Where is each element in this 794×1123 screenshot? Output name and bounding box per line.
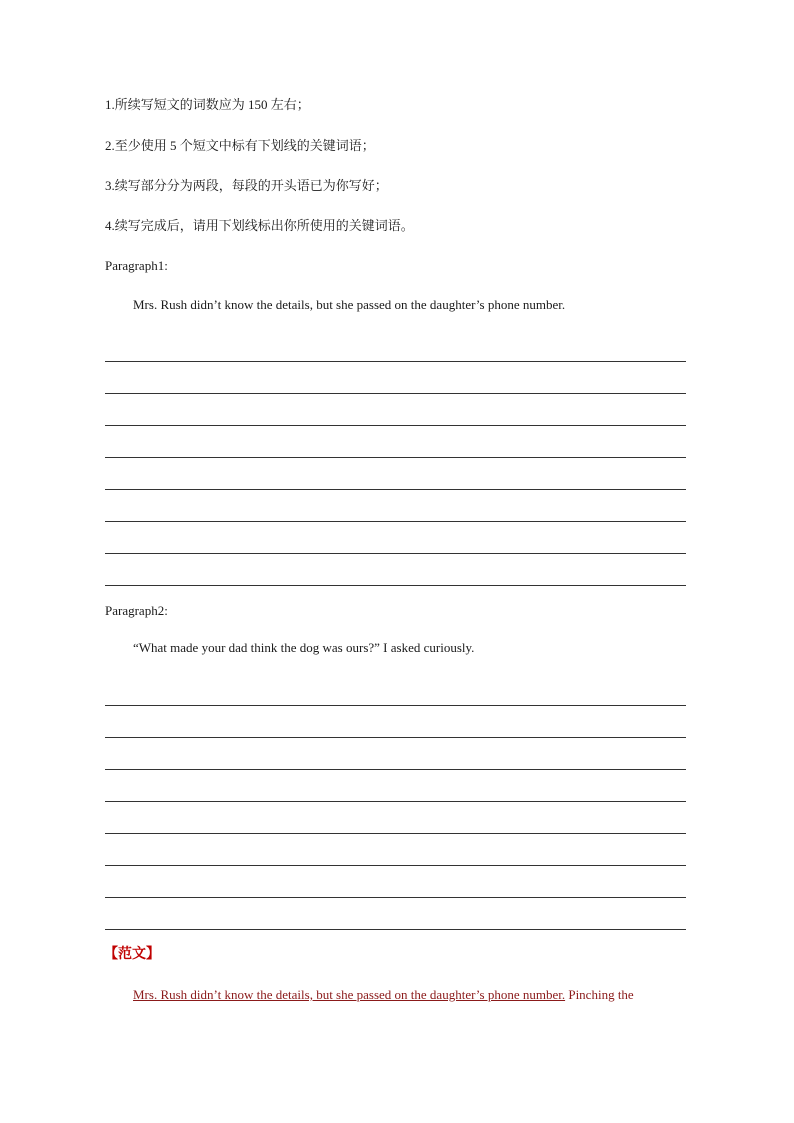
writing-line[interactable]: [105, 705, 686, 706]
requirement-4: 4.续写完成后，请用下划线标出你所使用的关键词语。: [105, 218, 414, 233]
writing-line[interactable]: [105, 833, 686, 834]
writing-line[interactable]: [105, 457, 686, 458]
sample-continuation: Pinching the: [565, 987, 634, 1002]
writing-line[interactable]: [105, 585, 686, 586]
writing-line[interactable]: [105, 737, 686, 738]
writing-line[interactable]: [105, 769, 686, 770]
writing-line[interactable]: [105, 929, 686, 930]
writing-line[interactable]: [105, 521, 686, 522]
sample-essay-heading: 【范文】: [104, 947, 160, 962]
requirement-1: 1.所续写短文的词数应为 150 左右；: [105, 97, 310, 112]
writing-line[interactable]: [105, 865, 686, 866]
writing-line[interactable]: [105, 897, 686, 898]
writing-line[interactable]: [105, 361, 686, 362]
writing-line[interactable]: [105, 425, 686, 426]
paragraph2-opening: “What made your dad think the dog was ours?” I asked curiously.: [133, 640, 475, 655]
paragraph1-opening: Mrs. Rush didn’t know the details, but she passed on the daughter’s phone number.: [133, 297, 566, 312]
writing-line[interactable]: [105, 801, 686, 802]
writing-line[interactable]: [105, 393, 686, 394]
sample-underlined-sentence: Mrs. Rush didn’t know the details, but she passed on the daughter’s phone number.: [133, 987, 566, 1002]
writing-line[interactable]: [105, 489, 686, 490]
paragraph1-label: Paragraph1:: [105, 258, 168, 273]
sample-essay-text: [133, 986, 690, 1004]
requirement-3: 3.续写部分分为两段，每段的开头语已为你写好；: [105, 178, 388, 193]
paragraph2-label: Paragraph2:: [105, 603, 168, 618]
writing-line[interactable]: [105, 553, 686, 554]
requirement-2: 2.至少使用 5 个短文中标有下划线的关键词语；: [105, 138, 375, 153]
